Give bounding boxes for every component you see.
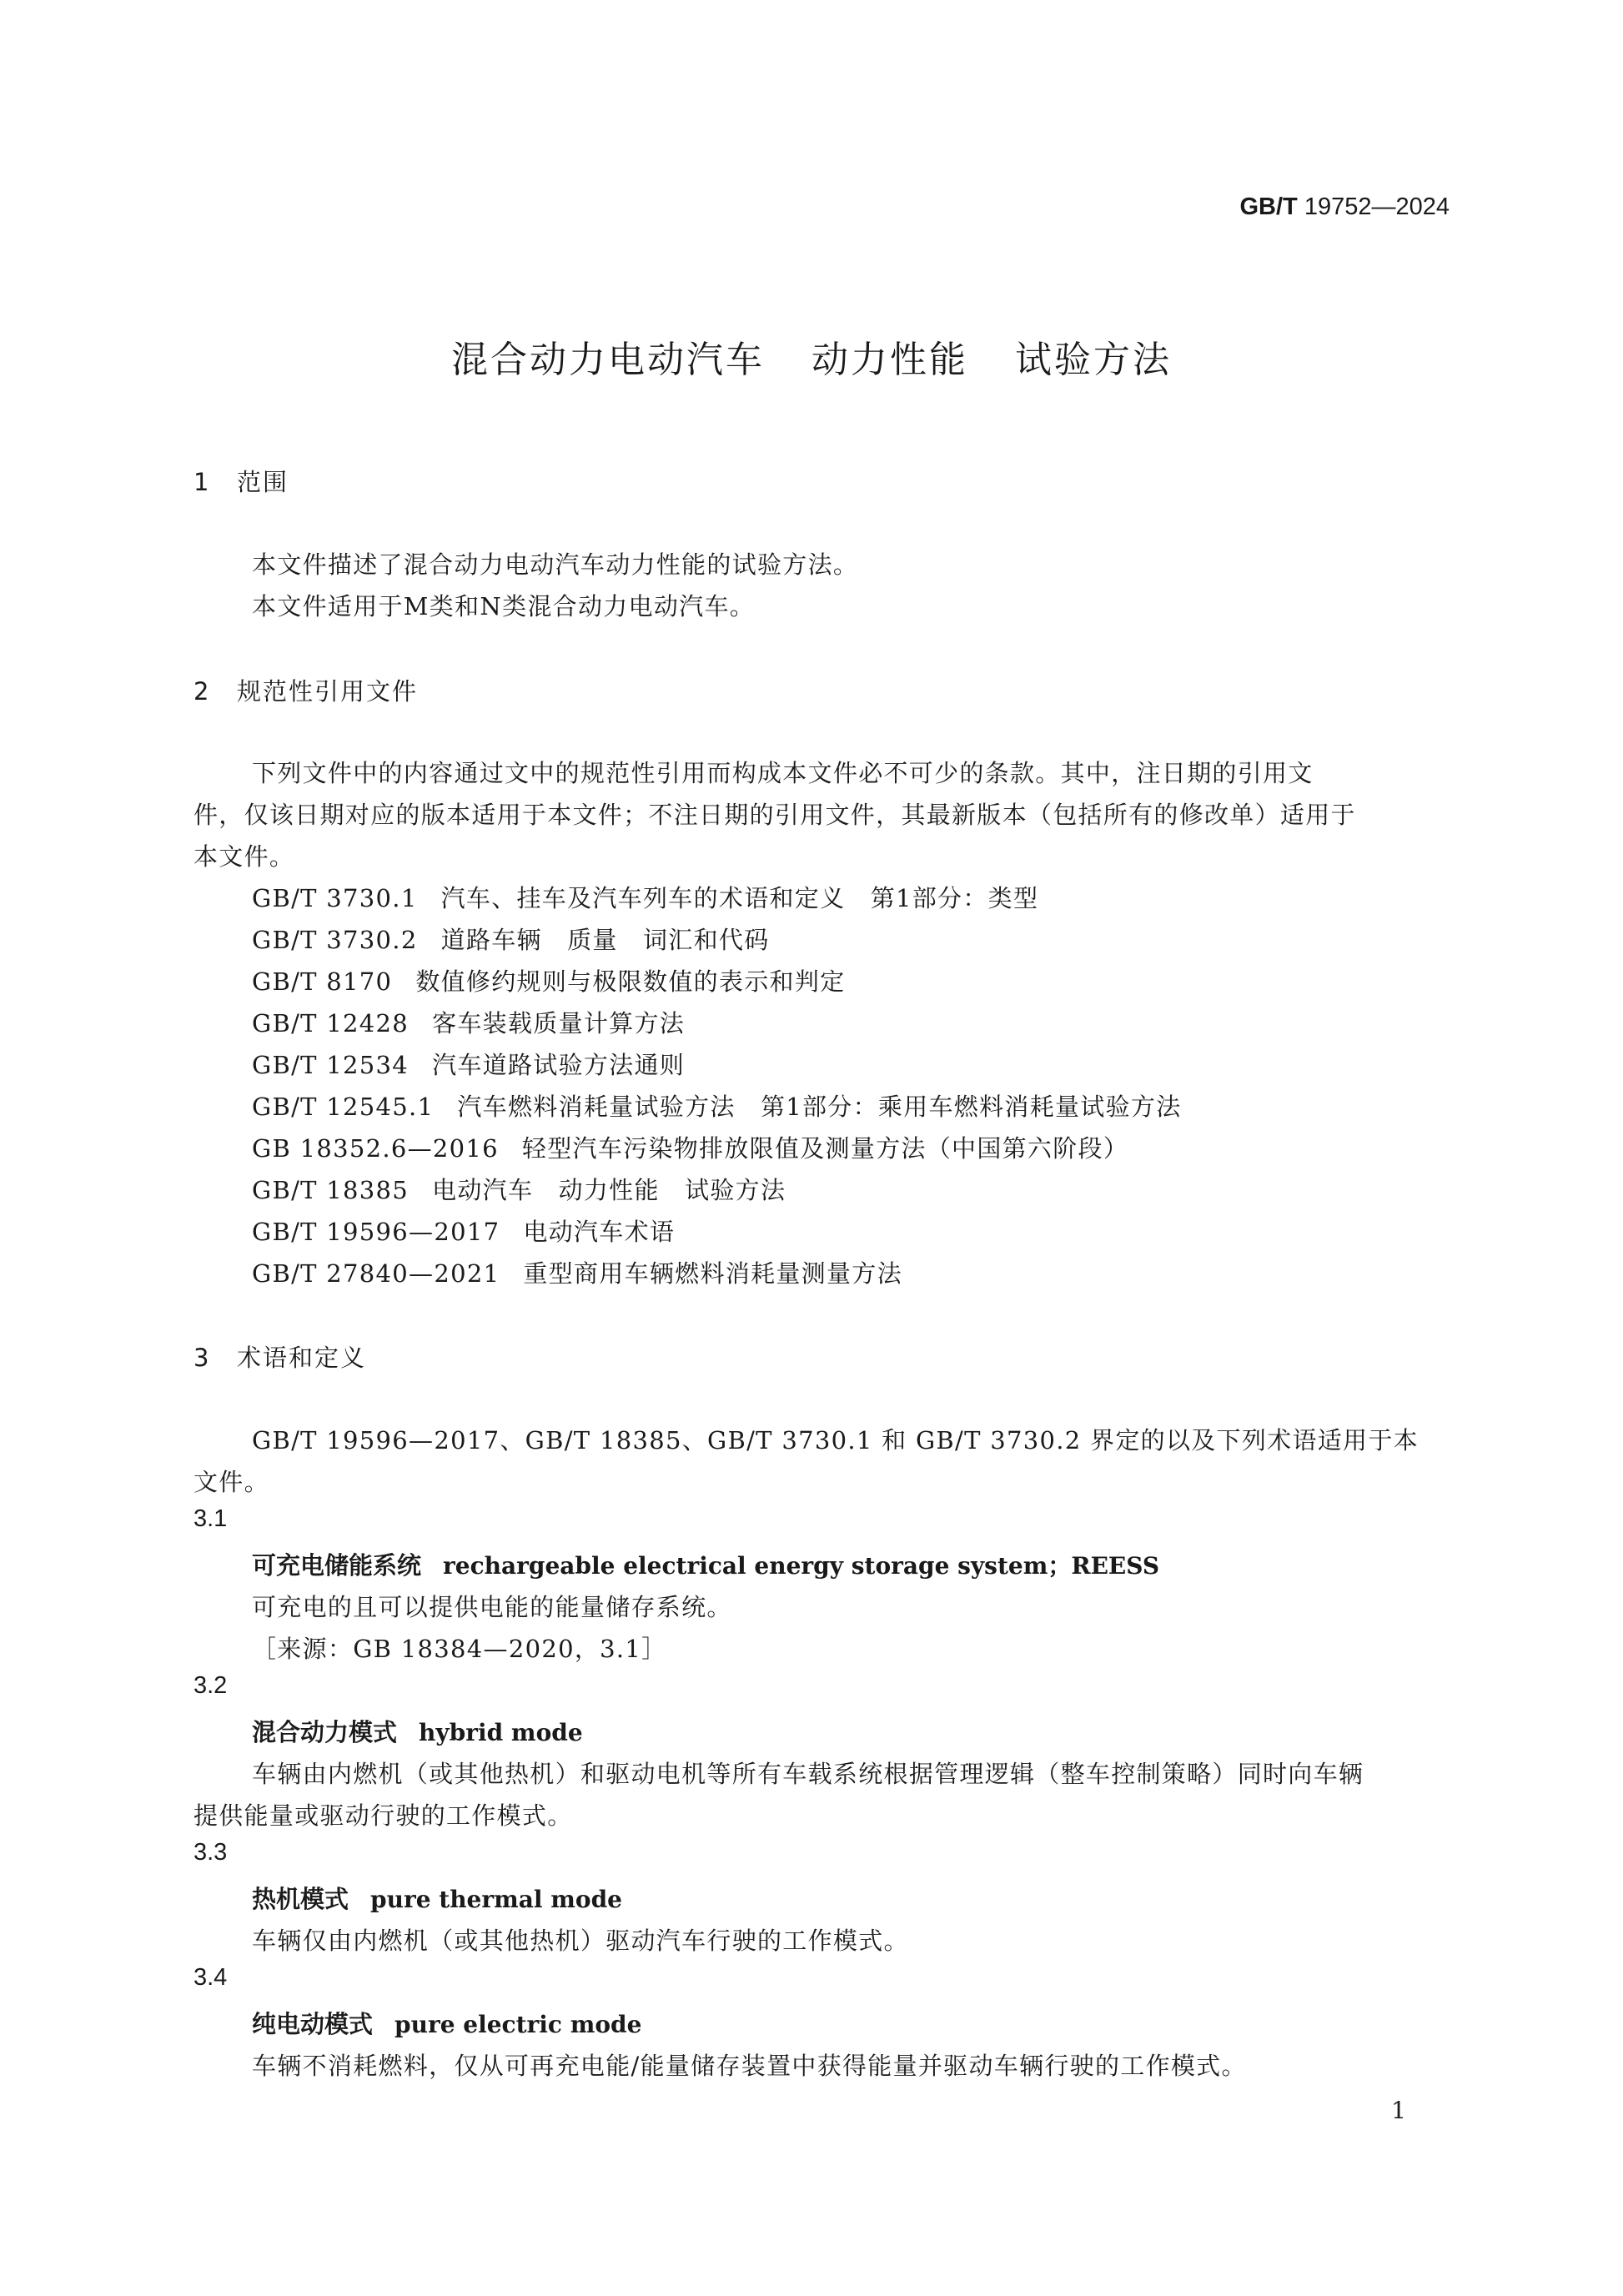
reference-code: GB/T 8170 xyxy=(252,967,393,996)
term-definition: 车辆仅由内燃机（或其他热机）驱动汽车行驶的工作模式。 xyxy=(252,1927,909,1955)
section-3-heading xyxy=(193,1339,366,1374)
reference-item xyxy=(252,1255,902,1289)
reference-title: 轻型汽车污染物排放限值及测量方法（中国第六阶段） xyxy=(521,1134,1129,1163)
section-1-heading xyxy=(193,464,289,498)
title-part-2: 动力性能 xyxy=(812,339,968,381)
reference-title: 电动汽车术语 xyxy=(523,1218,676,1246)
section-2-heading xyxy=(193,673,418,707)
term-heading xyxy=(252,1547,1159,1581)
reference-code: GB/T 3730.1 xyxy=(252,884,418,912)
reference-item xyxy=(252,880,1038,914)
term-source: ［来源：GB 18384—2020，3.1］ xyxy=(252,1635,667,1663)
reference-title: 道路车辆 质量 词汇和代码 xyxy=(440,926,770,954)
paragraph-line: 件，仅该日期对应的版本适用于本文件；不注日期的引用文件，其最新版本（包括所有的修改单）适用于 xyxy=(193,801,1356,829)
term-definition: 可充电的且可以提供电能的能量储存系统。 xyxy=(252,1593,732,1621)
reference-title: 重型商用车辆燃料消耗量测量方法 xyxy=(523,1259,902,1288)
reference-item xyxy=(252,1047,685,1081)
reference-code: GB/T 12428 xyxy=(252,1009,410,1037)
reference-code: GB/T 12534 xyxy=(252,1051,410,1079)
section-title: 术语和定义 xyxy=(237,1344,367,1372)
reference-item xyxy=(252,922,770,956)
page-number: 1 xyxy=(1391,2097,1406,2124)
reference-title: 数值修约规则与极限数值的表示和判定 xyxy=(415,967,846,996)
standard-number: 19752—2024 xyxy=(1304,193,1450,220)
term-heading xyxy=(252,1714,583,1748)
clause-number: 3.3 xyxy=(193,1839,228,1866)
reference-code: GB/T 3730.2 xyxy=(252,926,418,954)
term-en: pure electric mode xyxy=(394,2011,642,2038)
paragraph: 本文件适用于M类和N类混合动力电动汽车。 xyxy=(252,592,756,620)
reference-item xyxy=(252,963,845,997)
reference-item xyxy=(252,1172,786,1206)
paragraph: 本文件描述了混合动力电动汽车动力性能的试验方法。 xyxy=(252,550,859,579)
term-en: pure thermal mode xyxy=(370,1886,622,1913)
reference-code: GB/T 27840—2021 xyxy=(252,1259,500,1288)
reference-code: GB/T 12545.1 xyxy=(252,1093,435,1121)
term-zh: 热机模式 xyxy=(252,1885,349,1913)
term-zh: 可充电储能系统 xyxy=(252,1551,422,1580)
document-title xyxy=(0,329,1623,383)
term-heading xyxy=(252,2006,641,2040)
reference-title: 汽车燃料消耗量试验方法 第1部分：乘用车燃料消耗量试验方法 xyxy=(457,1093,1182,1121)
term-en: hybrid mode xyxy=(419,1719,583,1746)
reference-item xyxy=(252,1088,1182,1123)
reference-title: 电动汽车 动力性能 试验方法 xyxy=(432,1176,786,1204)
reference-code: GB/T 19596—2017 xyxy=(252,1218,500,1246)
title-part-1: 混合动力电动汽车 xyxy=(451,339,765,381)
term-definition: 提供能量或驱动行驶的工作模式。 xyxy=(193,1801,573,1830)
term-en: rechargeable electrical energy storage system；REESS xyxy=(443,1552,1160,1580)
reference-item xyxy=(252,1005,685,1039)
term-heading xyxy=(252,1881,622,1915)
reference-code: GB/T 18385 xyxy=(252,1176,410,1204)
title-part-3: 试验方法 xyxy=(1015,339,1172,381)
section-title: 范围 xyxy=(237,468,289,496)
reference-title: 汽车、挂车及汽车列车的术语和定义 第1部分：类型 xyxy=(440,884,1039,912)
paragraph-line: GB/T 19596—2017、GB/T 18385、GB/T 3730.1 和 GB/T 3730.2 界定的以及下列术语适用于本 xyxy=(252,1426,1419,1454)
term-zh: 纯电动模式 xyxy=(252,2010,374,2038)
section-number: 3 xyxy=(193,1344,209,1372)
section-number: 2 xyxy=(193,677,209,706)
reference-item xyxy=(252,1130,1128,1164)
standard-prefix: GB/T xyxy=(1239,193,1298,220)
paragraph-line: 下列文件中的内容通过文中的规范性引用而构成本文件必不可少的条款。其中，注日期的引用文 xyxy=(252,759,1314,787)
section-title: 规范性引用文件 xyxy=(237,677,419,706)
clause-number: 3.2 xyxy=(193,1672,228,1699)
paragraph-line: 文件。 xyxy=(193,1468,269,1496)
clause-number: 3.4 xyxy=(193,1964,228,1991)
standard-code xyxy=(1240,193,1450,221)
reference-code: GB 18352.6—2016 xyxy=(252,1134,499,1163)
section-number: 1 xyxy=(193,468,209,496)
term-zh: 混合动力模式 xyxy=(252,1718,398,1746)
reference-title: 汽车道路试验方法通则 xyxy=(432,1051,686,1079)
clause-number: 3.1 xyxy=(193,1505,228,1532)
paragraph-line: 本文件。 xyxy=(193,842,295,871)
reference-title: 客车装载质量计算方法 xyxy=(432,1009,686,1037)
term-definition: 车辆不消耗燃料，仅从可再充电能/能量储存装置中获得能量并驱动车辆行驶的工作模式。 xyxy=(252,2052,1247,2080)
reference-item xyxy=(252,1213,675,1248)
term-definition: 车辆由内燃机（或其他热机）和驱动电机等所有车载系统根据管理逻辑（整车控制策略）同时向车辆 xyxy=(252,1760,1364,1788)
